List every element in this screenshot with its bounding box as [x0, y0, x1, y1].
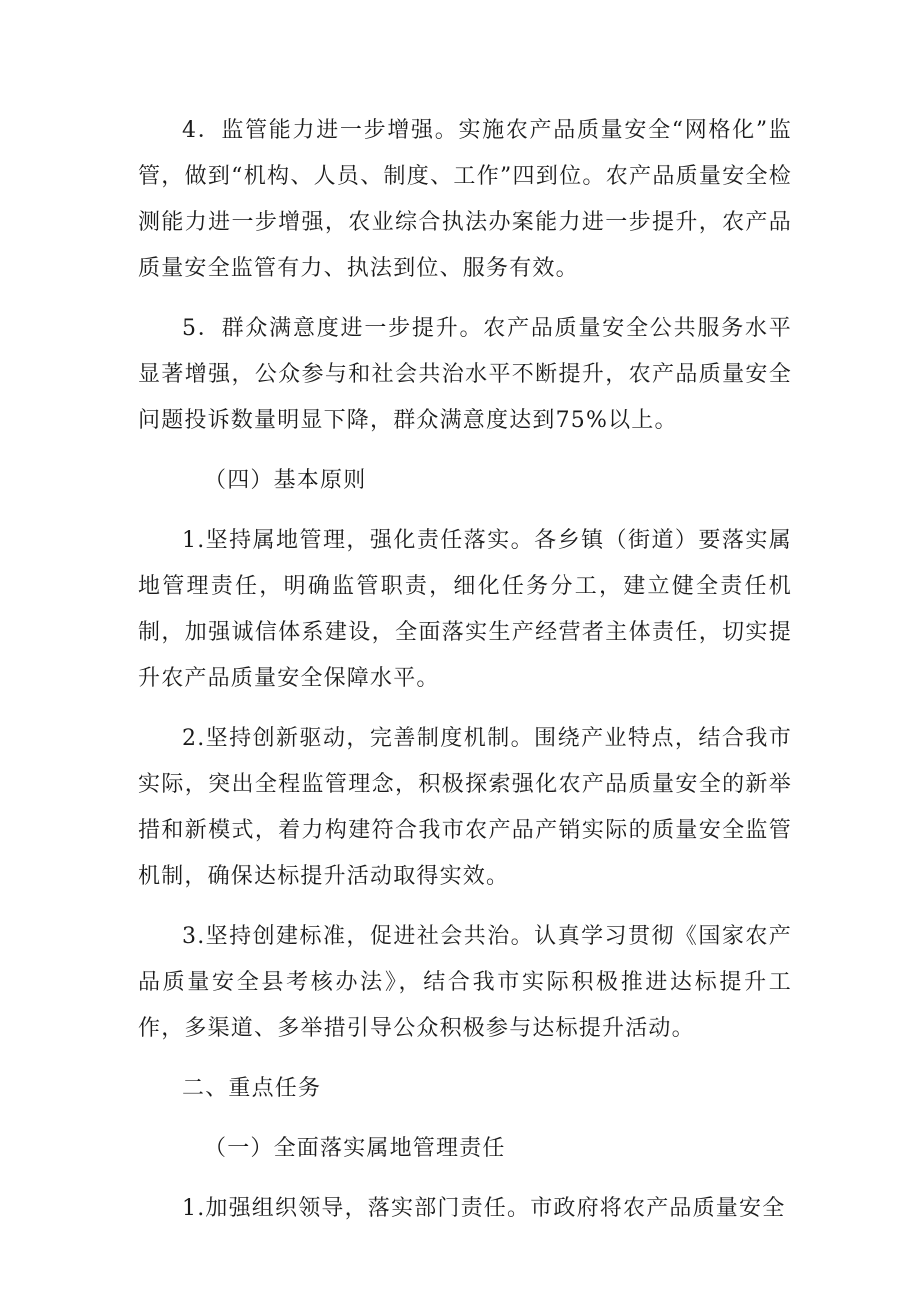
- section-heading-principles: （四）基本原则: [204, 468, 367, 493]
- paragraph-gap: [138, 1052, 792, 1066]
- paragraph-principle-3: 3.坚持创建标准，促进社会共治。认真学习贯彻《国家农产品质量安全县考核办法》，结合我市实际积极推进达标提升工作，多渠道、多举措引导公众积极参与达标提升活动。: [138, 924, 792, 1041]
- section-heading-key-tasks: 二、重点任务: [182, 1076, 322, 1101]
- paragraph-gap: [138, 1172, 792, 1186]
- section-heading-task-1: （一）全面落实属地管理责任: [204, 1136, 506, 1161]
- paragraph-task-1: 1.加强组织领导，落实部门责任。市政府将农产品质量安全: [182, 1196, 786, 1221]
- paragraph-goal-4: 4．监管能力进一步增强。实施农产品质量安全“网格化”监管，做到“机构、人员、制度、工作”四到位。农产品质量安全检测能力进一步增强，农业综合执法办案能力进一步提升，农产品质量安全监管有力、执法到位、服务有效。: [138, 118, 792, 281]
- paragraph-principle-2: 2.坚持创新驱动，完善制度机制。围绕产业特点，结合我市实际，突出全程监管理念，积极探索强化农产品质量安全的新举措和新模式，着力构建符合我市农产品产销实际的质量安全监管机制，确保达标提升活动取得实效。: [138, 726, 792, 889]
- paragraph-principle-1: 1.坚持属地管理，强化责任落实。各乡镇（街道）要落实属地管理责任，明确监管职责，细化任务分工，建立健全责任机制，加强诚信体系建设，全面落实生产经营者主体责任，切实提升农产品质量安全保障水平。: [138, 528, 792, 691]
- paragraph-gap: [138, 1112, 792, 1126]
- paragraph-gap: [138, 900, 792, 914]
- paragraph-gap: [138, 702, 792, 716]
- paragraph-gap: [138, 444, 792, 458]
- paragraph-goal-5: 5．群众满意度进一步提升。农产品质量安全公共服务水平显著增强，公众参与和社会共治水平不断提升，农产品质量安全问题投诉数量明显下降，群众满意度达到75%以上。: [138, 316, 792, 433]
- paragraph-gap: [138, 504, 792, 518]
- paragraph-gap: [138, 292, 792, 306]
